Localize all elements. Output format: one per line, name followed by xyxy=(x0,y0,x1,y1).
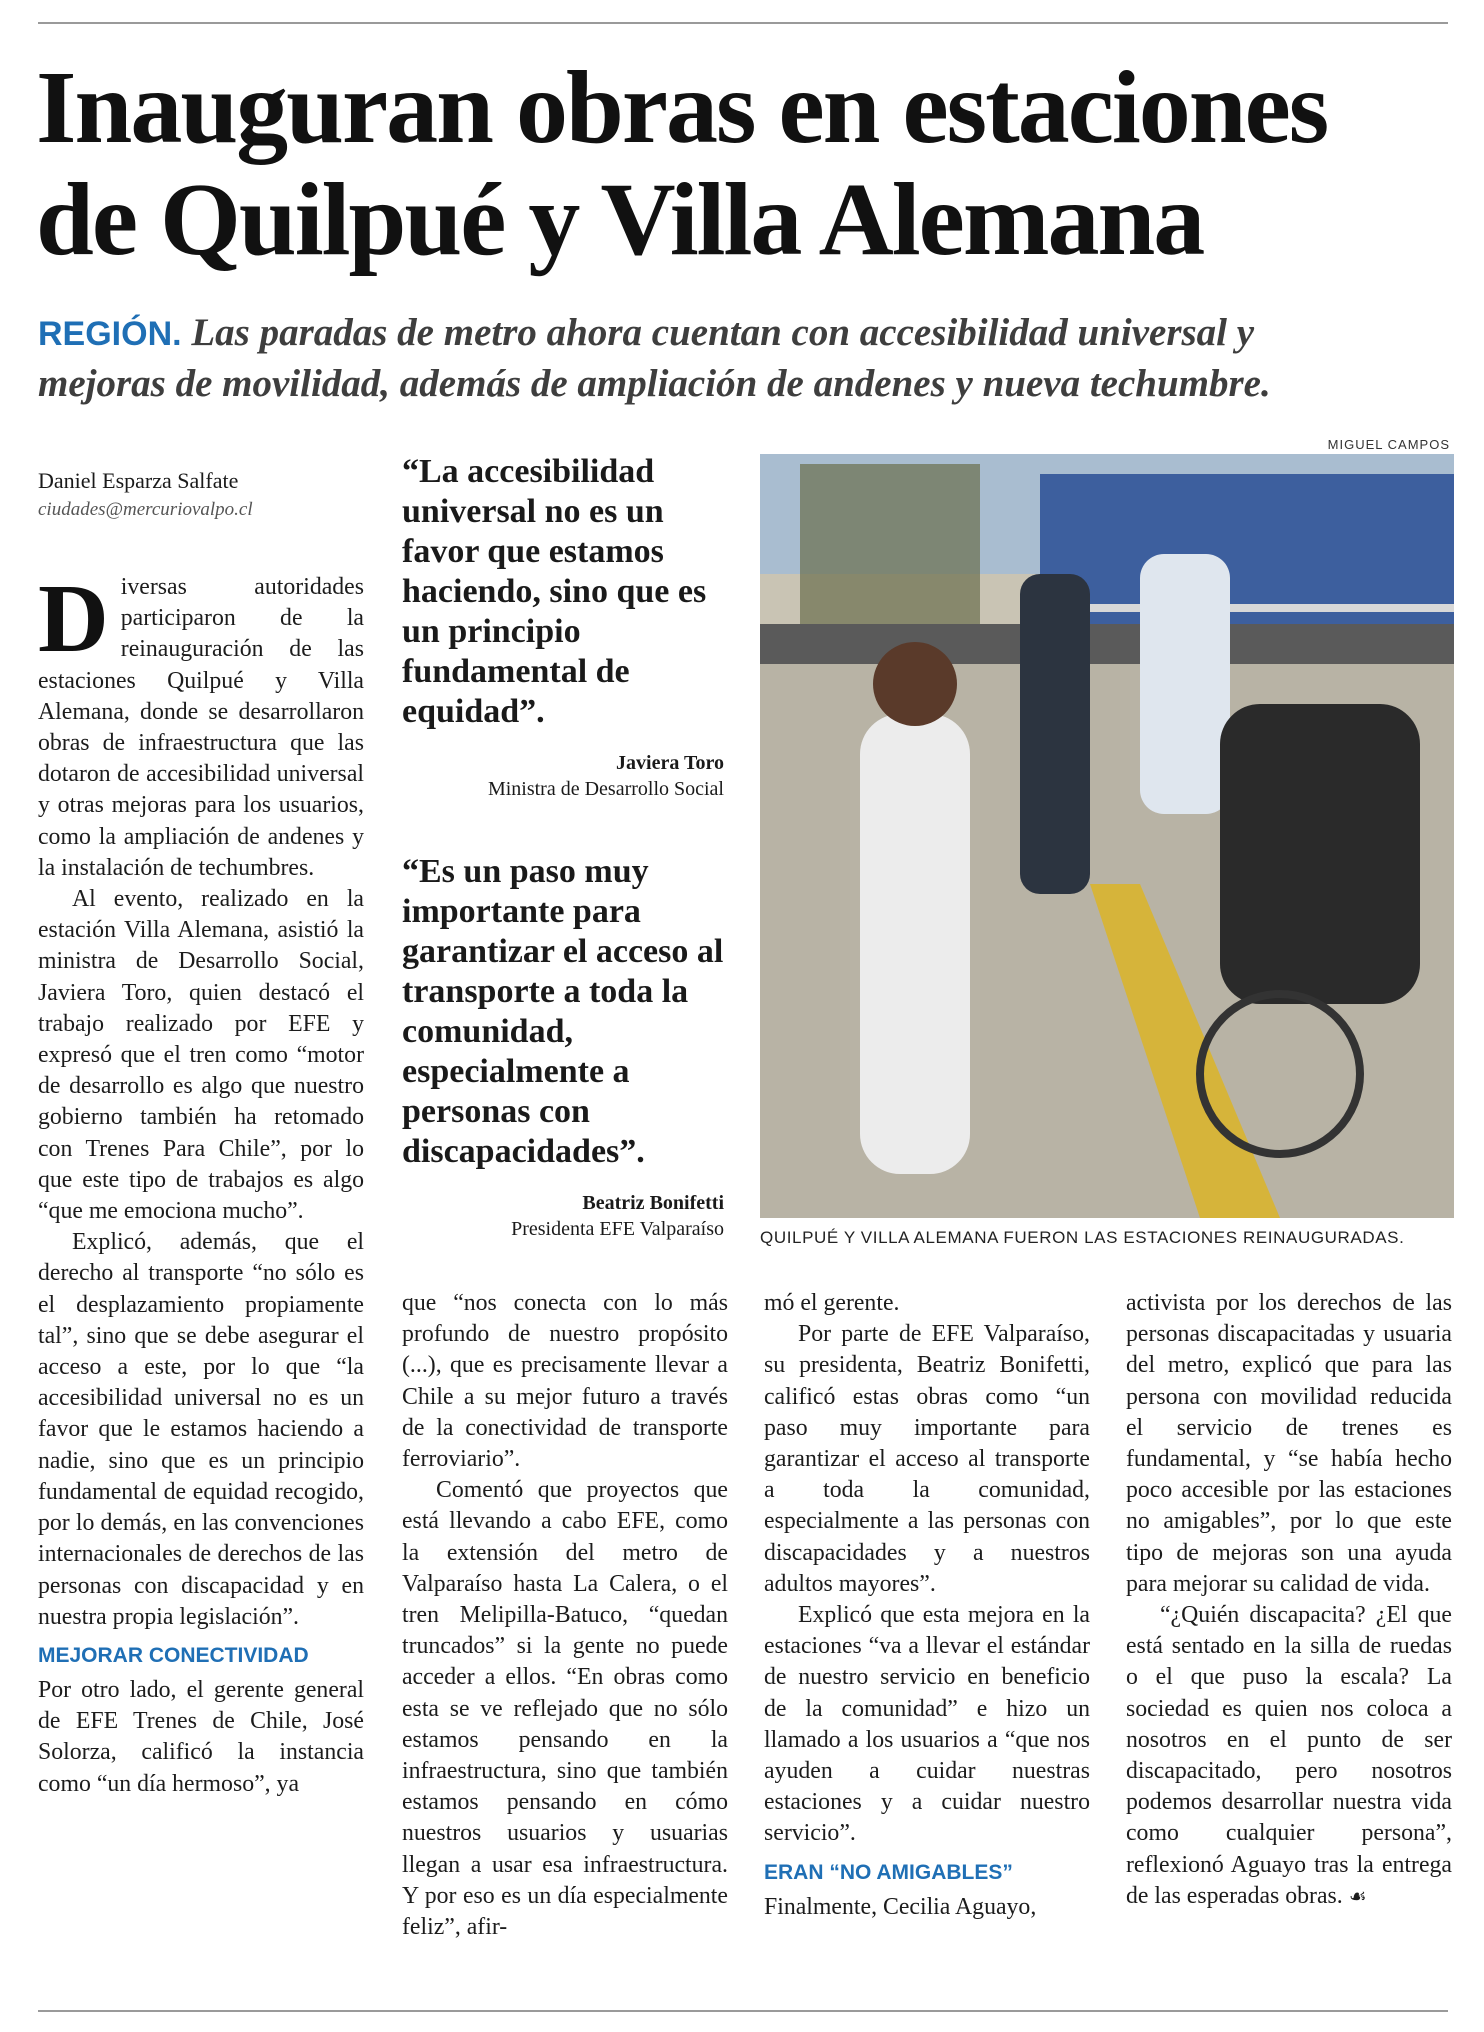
body-column-2 xyxy=(402,1288,728,1943)
person-wheelchair xyxy=(1220,704,1420,1004)
body-paragraph: “¿Quién discapacita? ¿El que está sentado en la silla de ruedas o el que puso la escala? La sociedad es quien nos coloca a nosotros en el punto de ser discapacitado, pero nosotros podemos desarrollar nuestra vida como cualquier persona”, reflexionó Aguayo tras la entrega de las esperadas obras. ☙ xyxy=(1126,1602,1452,1909)
pull-quote-role: Presidenta EFE Valparaíso xyxy=(511,1218,724,1240)
bottom-rule xyxy=(38,2010,1448,2012)
body-paragraph: que “nos conecta con lo más profundo de nuestro propósito (...), que es precisamente llevar a Chile a su mejor futuro a través de la conectividad de transporte ferroviario”. xyxy=(402,1290,728,1473)
byline xyxy=(38,466,368,524)
body-paragraph: Explicó que esta mejora en la estaciones “va a llevar el estándar de nuestro servicio en beneficio de la comunidad” e hizo un llamado a los usuarios a “que nos ayuden a cuidar nuestras estaciones y a cuidar nuestro servicio”. xyxy=(764,1602,1090,1847)
deck-text-1: Las paradas de metro ahora cuentan con accesibilidad universal y xyxy=(191,311,1255,354)
pull-quote-name: Javiera Toro xyxy=(616,752,724,774)
body-paragraph: Finalmente, Cecilia Aguayo, xyxy=(764,1893,1037,1920)
photo xyxy=(760,454,1454,1218)
drop-cap: D xyxy=(38,565,109,673)
body-paragraph: Al evento, realizado en la estación Villa Alemana, asistió la ministra de Desarrollo Social, Javiera Toro, quien destacó el trabajo realizado por EFE y expresó que el tren como “motor de desarrollo es algo que nuestro gobierno también ha retomado con Trenes Para Chile”, por lo que este tipo de trabajos es algo “que me emociona mucho”. xyxy=(38,886,364,1225)
pull-quote-text: “Es un paso muy importante para garantizar el acceso al transporte a toda la comunidad, especialmente a personas con discapacidades”. xyxy=(402,853,724,1170)
pull-quote-2 xyxy=(402,852,724,1242)
deck-kicker: REGIÓN. xyxy=(38,315,182,353)
body-column-1 xyxy=(38,565,364,1800)
station-photo xyxy=(760,454,1454,1218)
body-paragraph: Por otro lado, el gerente general de EFE Trenes de Chile, José Solorza, calificó la instancia como “un día hermoso”, ya xyxy=(38,1676,364,1797)
body-column-3 xyxy=(764,1288,1090,1923)
subhead-mejorar-conectividad: MEJORAR CONECTIVIDAD xyxy=(38,1643,309,1667)
body-paragraph: Explicó, además, que el derecho al transporte “no sólo es el desplazamiento propiamente tal”, sino que se debe asegurar el acceso a este, por lo que “la accesibilidad universal no es un favor que le estamos haciendo a nadie, sino que es un principio fundamental de equidad recogido, por lo demás, en las convenciones internacionales de derechos de las personas con discapacidad y en nuestra propia legislación”. xyxy=(38,1229,364,1630)
pull-quote-name: Beatriz Bonifetti xyxy=(582,1192,724,1214)
person-man xyxy=(1020,574,1090,894)
body-paragraph: activista por los derechos de las personas discapacitadas y usuaria del metro, explicó que para las persona con movilidad reducida el servicio de trenes es fundamental, y “se había hecho poco accesible por las estaciones no amigables”, por lo que este tipo de mejoras son una ayuda para mejorar su calidad de vida. xyxy=(1126,1290,1452,1597)
deck-line-1 xyxy=(38,308,1458,359)
fence xyxy=(760,624,1454,664)
train-stripe xyxy=(1040,604,1454,612)
person-head xyxy=(873,642,957,726)
body-paragraph: Comentó que proyectos que está llevando a cabo EFE, como la extensión del metro de Valparaíso hasta La Calera, o el tren Melipilla-Batuco, “quedan truncados” si la gente no puede acceder a ellos. “En obras como esta se ve reflejado que no sólo estamos pensando en la infraestructura, sino que también estamos pensando en cómo nuestros usuarios y usuarias llegan a usar esa infraestructura. Y por eso es un día especialmente feliz”, afir- xyxy=(402,1477,728,1941)
person-woman xyxy=(860,714,970,1174)
top-rule xyxy=(38,22,1448,24)
deck xyxy=(38,308,1458,409)
pull-quote-text: “La accesibilidad universal no es un favor que estamos haciendo, sino que es un principio fundamental de equidad”. xyxy=(402,453,707,730)
headline xyxy=(36,52,1456,276)
headline-line-1: Inauguran obras en estaciones xyxy=(36,50,1328,165)
photo-caption: QUILPUÉ Y VILLA ALEMANA FUERON LAS ESTACIONES REINAUGURADAS. xyxy=(760,1228,1405,1247)
pull-quote-role: Ministra de Desarrollo Social xyxy=(487,778,724,800)
byline-email: ciudades@mercuriovalpo.cl xyxy=(38,499,253,520)
subhead-eran-no-amigables: ERAN “NO AMIGABLES” xyxy=(764,1860,1013,1884)
body-column-4 xyxy=(1126,1288,1452,1912)
body-paragraph: Por parte de EFE Valparaíso, su presidenta, Beatriz Bonifetti, calificó estas obras como “un paso muy importante para garantizar el acceso al transporte a toda la comunidad, especialmente a las personas con discapacidades y a nuestros adultos mayores”. xyxy=(764,1321,1090,1597)
body-paragraph: mó el gerente. xyxy=(764,1290,900,1316)
photo-credit: MIGUEL CAMPOS xyxy=(1327,437,1450,452)
end-mark-icon: ☙ xyxy=(1348,1883,1367,1908)
person-helper xyxy=(1140,554,1230,814)
headline-line-2: de Quilpué y Villa Alemana xyxy=(36,162,1204,277)
train xyxy=(1040,474,1454,624)
byline-author: Daniel Esparza Salfate xyxy=(38,468,239,493)
deck-line-2: mejoras de movilidad, además de ampliación de andenes y nueva techumbre. xyxy=(38,362,1271,405)
body-paragraph: Diversas autoridades participaron de la reinauguración de las estaciones Quilpué y Villa Alemana, donde se desarrollaron obras de infraestructura que las dotaron de accesibilidad universal y otras mejoras para los usuarios, como la ampliación de andenes y la instalación de techumbres. xyxy=(38,565,364,881)
pull-quote-1 xyxy=(402,452,724,802)
